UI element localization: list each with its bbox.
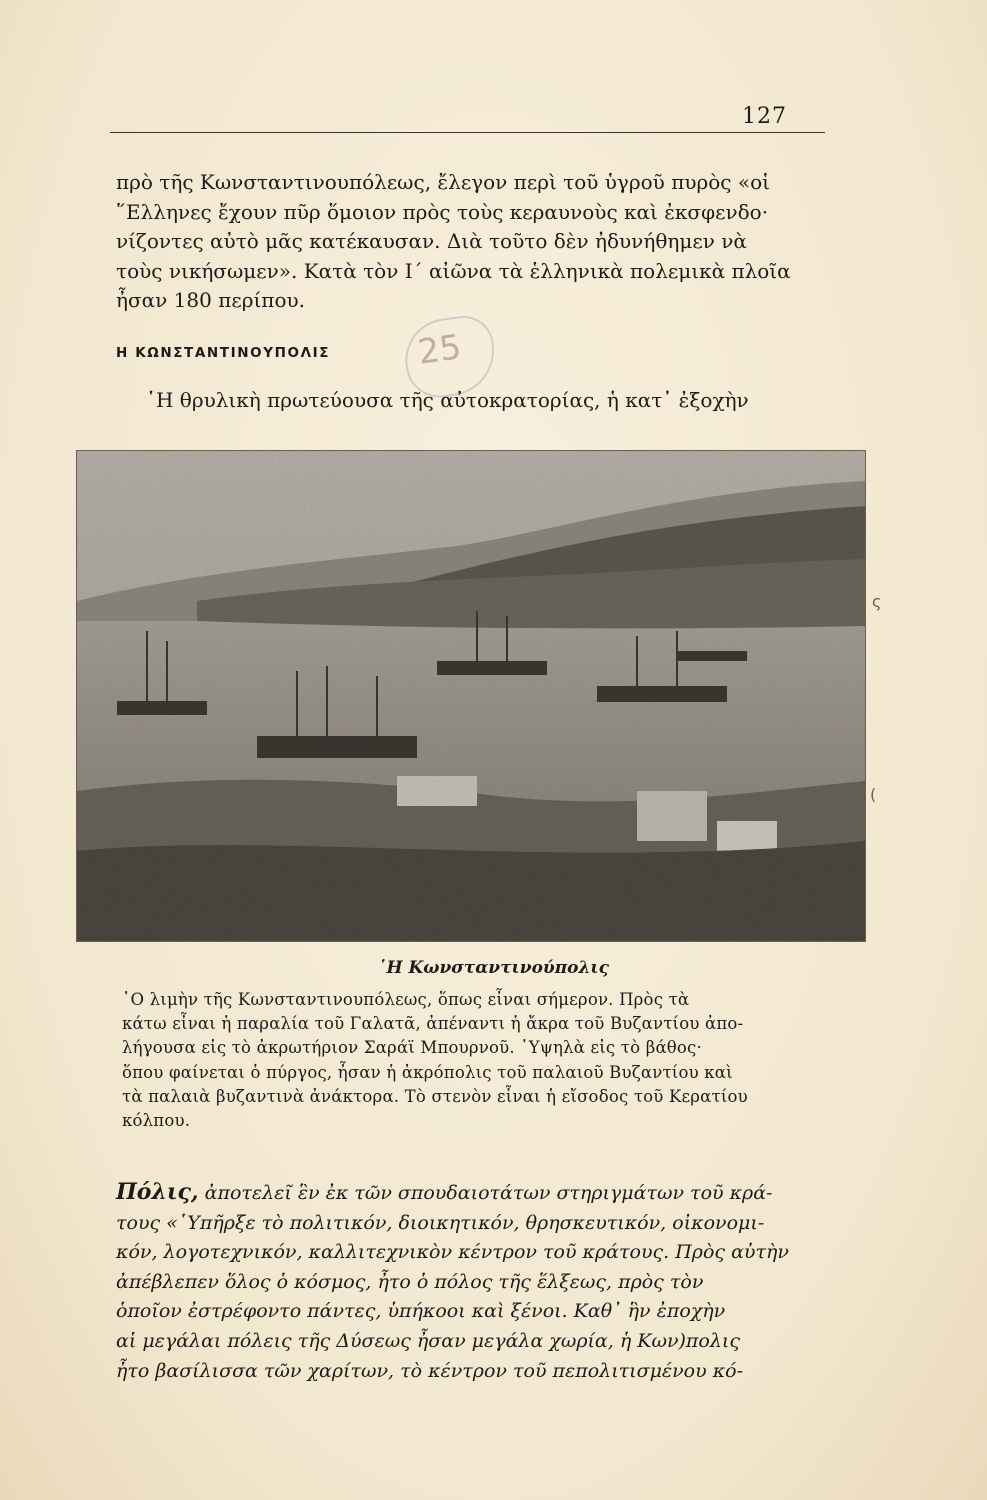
harbor-photo-drawing: [77, 451, 865, 941]
text-line-rest: ἀποτελεῖ ἓν ἐκ τῶν σπουδαιοτάτων στηριγμάτων τοῦ κρά-: [204, 1182, 773, 1204]
text-line: ἦτο βασίλισσα τῶν χαρίτων, τὸ κέντρον τοῦ πεπολιτισμένου κό-: [116, 1359, 744, 1382]
caption-title: ῾Η Κωνσταντινούπολις: [378, 958, 609, 978]
stamp-number: 25: [415, 327, 464, 373]
margin-mark: ς: [872, 592, 882, 611]
text-line: ἦσαν 180 περίπου.: [116, 288, 305, 312]
text-line: τοὺς νικήσωμεν». Κατὰ τὸν Ι΄ αἰῶνα τὰ ἑλληνικὰ πολεμικὰ πλοῖα: [116, 258, 791, 283]
caption-text: [122, 988, 822, 1133]
caption-line: κόλπου.: [122, 1111, 191, 1131]
caption-line: λήγουσα εἰς τὸ ἀκρωτήριον Σαράϊ Μπουρνοῦ. ῾Υψηλὰ εἰς τὸ βάθος·: [122, 1038, 702, 1058]
caption-line: τὰ παλαιὰ βυζαντινὰ ἀνάκτορα. Τὸ στενὸν εἶναι ἡ εἴσοδος τοῦ Κερατίου: [122, 1086, 748, 1106]
text-line: [116, 1178, 828, 1209]
harbor-photo: [76, 450, 866, 942]
page-number: 127: [742, 104, 787, 129]
section-heading: Η ΚΩΝΣΤΑΝΤΙΝΟΥΠΟΛΙΣ: [116, 345, 331, 361]
caption-line: κάτω εἶναι ἡ παραλία τοῦ Γαλατᾶ, ἀπέναντι ἡ ἄκρα τοῦ Βυζαντίου ἀπο-: [122, 1014, 744, 1034]
margin-mark: (: [870, 785, 877, 804]
text-line: κόν, λογοτεχνικόν, καλλιτεχνικὸν κέντρον τοῦ κράτους. Πρὸς αὐτὴν: [116, 1241, 789, 1264]
section-first-line: ῾Η θρυλικὴ πρωτεύουσα τῆς αὐτοκρατορίας, ἡ κατ᾿ ἐξοχὴν: [146, 388, 749, 412]
text-line: πρὸ τῆς Κωνσταντινουπόλεως, ἔλεγον περὶ τοῦ ὑγροῦ πυρὸς «οἱ: [116, 170, 770, 194]
lead-word: Πόλις,: [116, 1179, 199, 1205]
caption-line: ὅπου φαίνεται ὁ πύργος, ἦσαν ἡ ἀκρόπολις τοῦ παλαιοῦ Βυζαντίου καὶ: [122, 1062, 733, 1082]
header-rule: [110, 132, 825, 133]
text-line: αἱ μεγάλαι πόλεις τῆς Δύσεως ἦσαν μεγάλα χωρία, ἡ Κων)πολις: [116, 1329, 740, 1352]
text-line: ὁποῖον ἐστρέφοντο πάντες, ὑπήκοοι καὶ ξένοι. Καθ᾿ ἣν ἐποχὴν: [116, 1300, 726, 1323]
text-line: τους «῾Υπῆρξε τὸ πολιτικόν, διοικητικόν, θρησκευτικόν, οἰκονομι-: [116, 1211, 765, 1234]
caption-line: ῾Ο λιμὴν τῆς Κωνσταντινουπόλεως, ὅπως εἶναι σήμερον. Πρὸς τὰ: [122, 990, 690, 1009]
body-paragraph: [116, 168, 828, 316]
text-line: ἀπέβλεπεν ὅλος ὁ κόσμος, ἦτο ὁ πόλος τῆς ἕλξεως, πρὸς τὸν: [116, 1270, 704, 1293]
text-line: ῞Ελληνες ἔχουν πῦρ ὅμοιον πρὸς τοὺς κεραυνοὺς καὶ ἐκσφενδο·: [116, 199, 769, 224]
quoted-paragraph: [116, 1178, 828, 1386]
text-line: νίζοντες αὐτὸ μᾶς κατέκαυσαν. Διὰ τοῦτο δὲν ἠδυνήθημεν νὰ: [116, 229, 747, 253]
